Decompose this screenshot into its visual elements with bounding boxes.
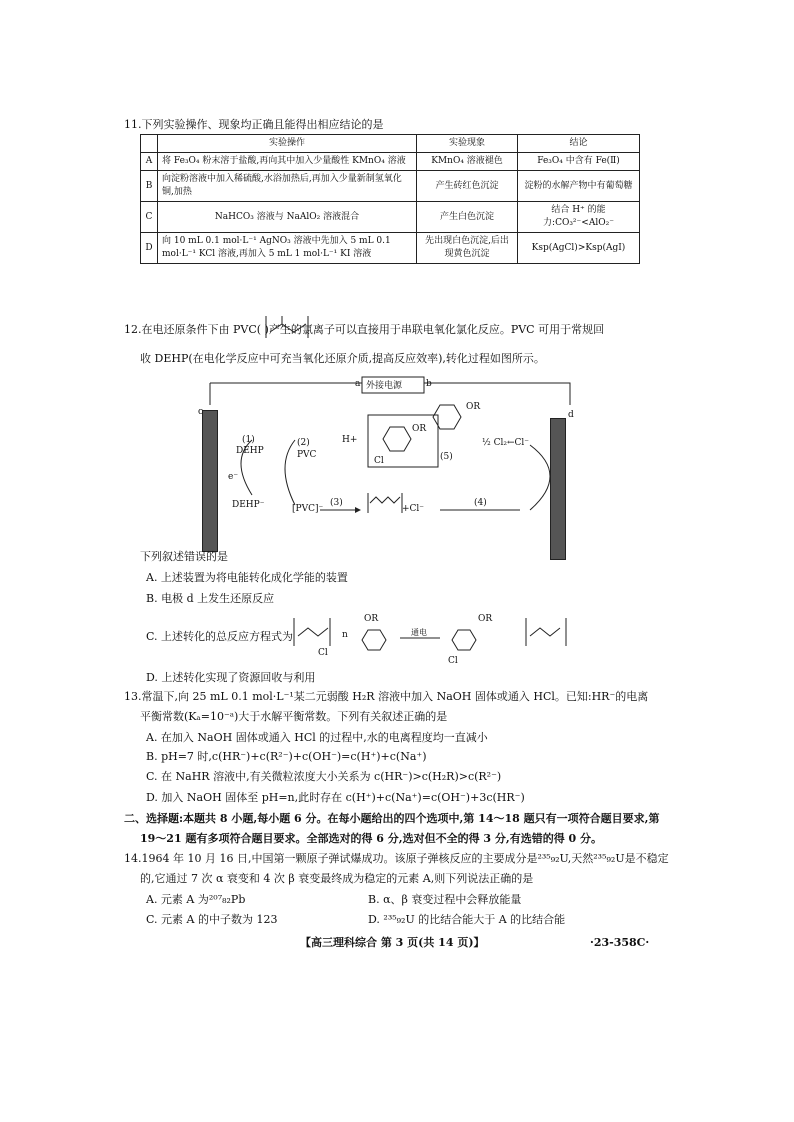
q14-option-b: B. α、β 衰变过程中会释放能量	[368, 893, 522, 906]
q14-option-c: C. 元素 A 的中子数为 123	[146, 913, 278, 926]
table-row	[141, 233, 640, 264]
dehp-label: DEHP	[236, 446, 264, 456]
dehp-radical-label: DEHP⁻	[232, 500, 265, 510]
electrode-c	[202, 410, 218, 552]
cl-c1: Cl	[318, 648, 328, 658]
q13-option-a: A. 在加入 NaOH 固体或通入 HCl 的过程中,水的电离程度均一直减小	[146, 731, 488, 744]
q12-option-b: B. 电极 d 上发生还原反应	[146, 592, 275, 605]
table-row	[141, 171, 640, 202]
row-phen: 产生白色沉淀	[417, 202, 518, 233]
pvc-structure	[262, 312, 314, 346]
row-concl: 结合 H⁺ 的能力:CO₃²⁻<AlO₂⁻	[518, 202, 640, 233]
row-phen: KMnO₄ 溶液褪色	[417, 153, 518, 171]
electrode-d	[550, 418, 566, 560]
step-3: (3)	[330, 498, 343, 508]
total-reaction-structures	[290, 610, 580, 658]
q14-line2: 的,它通过 7 次 α 衰变和 4 次 β 衰变最终成为稳定的元素 A,则下列说法正确的是	[140, 872, 534, 885]
cl-c2: Cl	[448, 656, 458, 666]
row-op: NaHCO₃ 溶液与 NaAlO₂ 溶液混合	[158, 202, 417, 233]
or-label: OR	[412, 424, 427, 434]
header-op: 实验操作	[158, 135, 417, 153]
pvc-radical-label: [PVC]⁻	[292, 504, 324, 514]
half-cl2-label: ½ Cl₂←Cl⁻	[482, 438, 530, 448]
chloride-label: +Cl⁻	[402, 504, 425, 514]
or-c1: OR	[364, 614, 379, 624]
row-label: D	[141, 233, 158, 264]
cl-label: Cl	[374, 456, 384, 466]
q11-table	[140, 134, 640, 264]
row-label: B	[141, 171, 158, 202]
row-op: 向 10 mL 0.1 mol·L⁻¹ AgNO₃ 溶液中先加入 5 mL 0.1 mol·L⁻¹ KCl 溶液,再加入 5 mL 1 mol·L⁻¹ KI 溶液	[158, 233, 417, 264]
q13-option-b: B. pH=7 时,c(HR⁻)+c(R²⁻)+c(OH⁻)=c(H⁺)+c(Na⁺)	[146, 750, 427, 763]
terminal-a: a	[355, 379, 361, 389]
section2-line2: 19～21 题有多项符合题目要求。全部选对的得 6 分,选对但不全的得 3 分,有选错的得 0 分。	[140, 832, 603, 845]
q13-option-d: D. 加入 NaOH 固体至 pH=n,此时存在 c(H⁺)+c(Na⁺)=c(OH⁻)+3c(HR⁻)	[146, 791, 525, 804]
table-row	[141, 153, 640, 171]
q12-line1: 12.在电还原条件下由 PVC( )产生的氯离子可以直接用于串联电氧化氯化反应。PVC 可用于常规回	[124, 323, 605, 336]
header-phen: 实验现象	[417, 135, 518, 153]
table-row	[141, 135, 640, 153]
row-phen: 先出现白色沉淀,后出现黄色沉淀	[417, 233, 518, 264]
or-label-2: OR	[466, 402, 481, 412]
step-5: (5)	[440, 452, 453, 462]
electron-label: e⁻	[228, 472, 239, 482]
q13-line2: 平衡常数(Kₐ=10⁻ᵃ)大于水解平衡常数。下列有关叙述正确的是	[140, 710, 448, 723]
q12-option-a: A. 上述装置为将电能转化成化学能的装置	[146, 571, 348, 584]
row-concl: Ksp(AgCl)>Ksp(AgI)	[518, 233, 640, 264]
q12-line2: 收 DEHP(在电化学反应中可充当氧化还原介质,提高反应效率),转化过程如图所示。	[140, 352, 545, 365]
or-c2: OR	[478, 614, 493, 624]
table-row	[141, 202, 640, 233]
electrode-c-label: c	[198, 407, 204, 417]
power-source-label: 外接电源	[366, 381, 403, 391]
electrolysis-arrow-label: 通电	[411, 628, 427, 637]
row-op: 将 Fe₃O₄ 粉末溶于盐酸,再向其中加入少量酸性 KMnO₄ 溶液	[158, 153, 417, 171]
h-plus-label: H+	[342, 435, 358, 445]
n-label: n	[342, 630, 348, 640]
row-concl: Fe₃O₄ 中含有 Fe(Ⅱ)	[518, 153, 640, 171]
row-label: A	[141, 153, 158, 171]
section2-line1: 二、选择题:本题共 8 小题,每小题 6 分。在每小题给出的四个选项中,第 14～18 题只有一项符合题目要求,第	[124, 812, 660, 825]
header-concl: 结论	[518, 135, 640, 153]
q13-option-c: C. 在 NaHR 溶液中,有关微粒浓度大小关系为 c(HR⁻)>c(H₂R)>c(R²⁻)	[146, 770, 502, 783]
footer-page-info: 【高三理科综合 第 3 页(共 14 页)】	[300, 936, 485, 949]
step-1: (1)	[242, 435, 255, 445]
pvc-label: PVC	[297, 450, 317, 460]
row-label: C	[141, 202, 158, 233]
q12-option-d: D. 上述转化实现了资源回收与利用	[146, 671, 316, 684]
step-2: (2)	[297, 438, 310, 448]
row-phen: 产生砖红色沉淀	[417, 171, 518, 202]
q14-line1: 14.1964 年 10 月 16 日,中国第一颗原子弹试爆成功。该原子弹核反应的主要成分是²³⁵₉₂U,天然²³⁵₉₂U是不稳定	[124, 852, 669, 865]
row-op: 向淀粉溶液中加入稀硫酸,水浴加热后,再加入少量新制氢氧化铜,加热	[158, 171, 417, 202]
q14-option-d: D. ²³⁵₉₂U 的比结合能大于 A 的比结合能	[368, 913, 566, 926]
terminal-b: b	[426, 379, 432, 389]
step-4: (4)	[474, 498, 487, 508]
electrode-d-label: d	[568, 410, 574, 420]
q14-option-a: A. 元素 A 为²⁰⁷₈₂Pb	[146, 893, 246, 906]
row-concl: 淀粉的水解产物中有葡萄糖	[518, 171, 640, 202]
q13-line1: 13.常温下,向 25 mL 0.1 mol·L⁻¹某二元弱酸 H₂R 溶液中加入 NaOH 固体或通入 HCl。已知:HR⁻的电离	[124, 690, 649, 703]
q11-title: 11.下列实验操作、现象均正确且能得出相应结论的是	[124, 118, 384, 131]
q12-prompt: 下列叙述错误的是	[140, 550, 228, 563]
footer-code: ·23-358C·	[590, 936, 650, 949]
q12-option-c: C. 上述转化的总反应方程式为	[146, 630, 294, 643]
